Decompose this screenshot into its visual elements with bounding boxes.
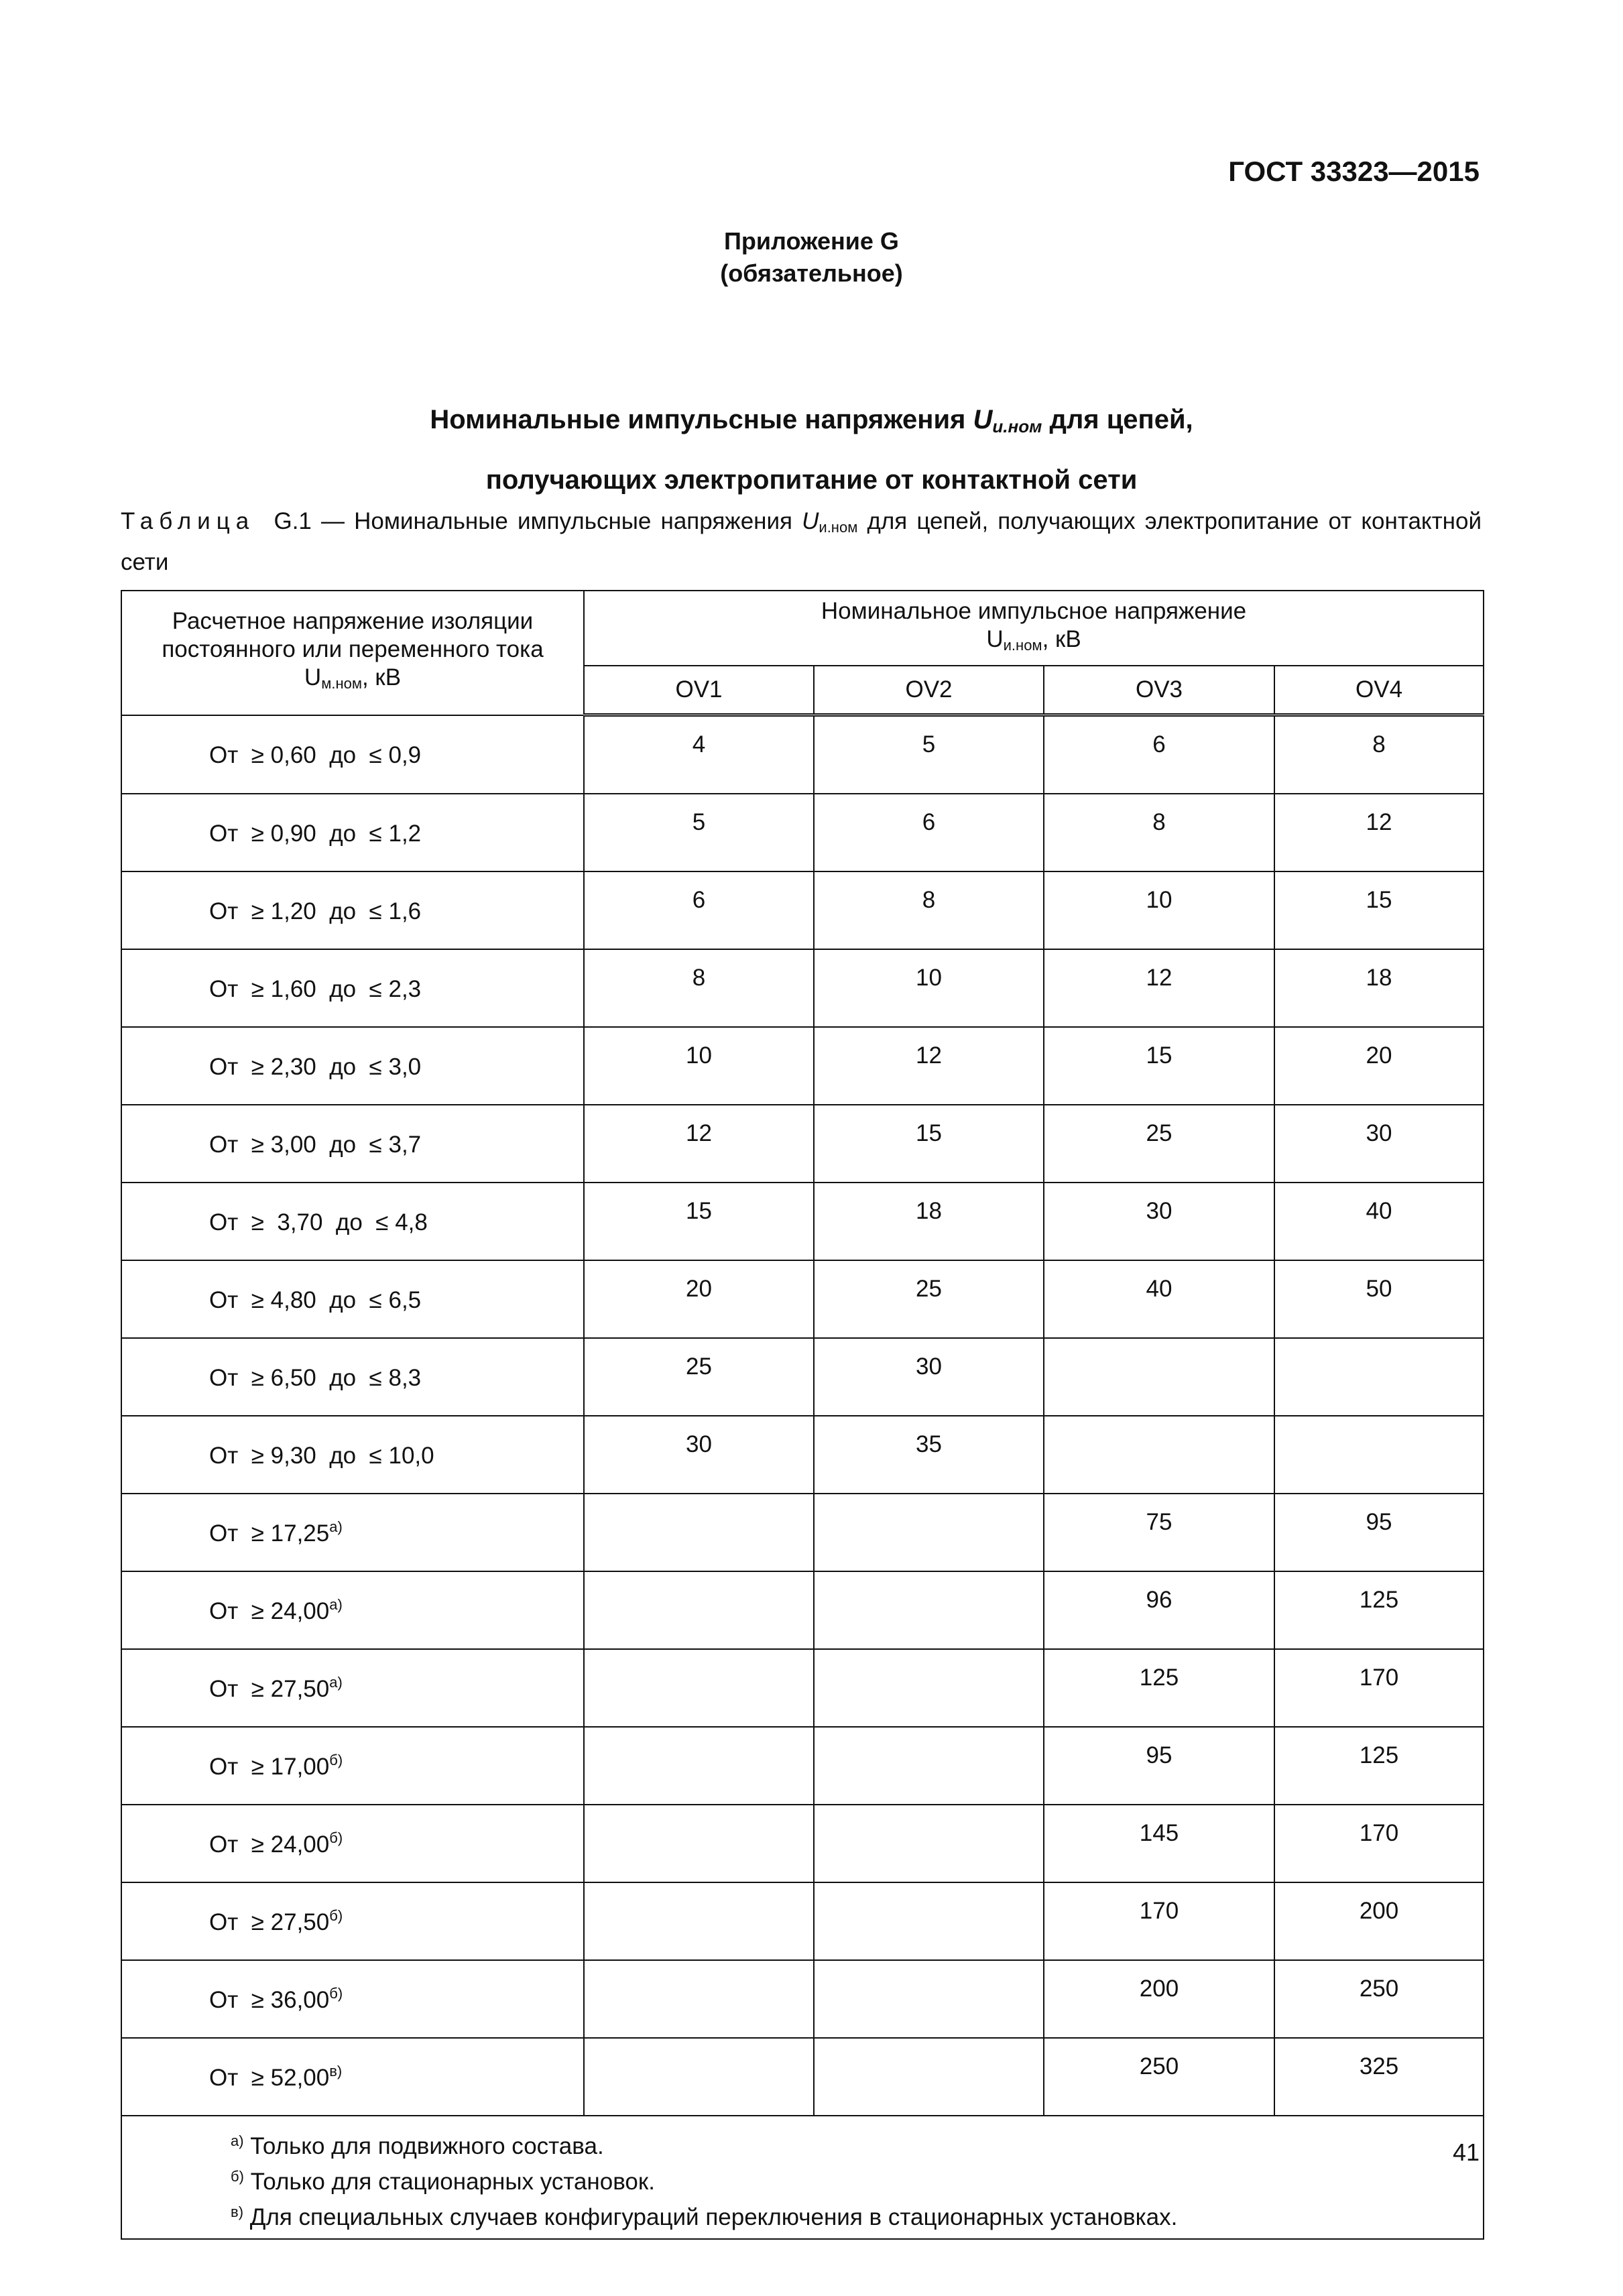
- range-cell: От ≥ $24,00^{б)}$: [121, 1805, 584, 1882]
- value-cell-ov3: 10: [1044, 871, 1274, 949]
- value-cell-ov4: 125: [1274, 1571, 1484, 1649]
- table-row: [121, 1105, 1484, 1183]
- range-cell: От ≥ $27,50^{б)}$: [121, 1882, 584, 1960]
- table-row: [121, 1571, 1484, 1649]
- table-row: [121, 1649, 1484, 1727]
- group-header: Номинальное импульсное напряжение $U_{и.ном}$, кВ: [584, 591, 1484, 666]
- table-row: [121, 794, 1484, 871]
- value-cell-ov3: 15: [1044, 1027, 1274, 1105]
- voltage-table: [121, 590, 1484, 2240]
- table-row: [121, 2038, 1484, 2116]
- annex-label: Приложение G: [724, 227, 899, 255]
- standard-code: ГОСТ 33323—2015: [1228, 156, 1480, 187]
- value-cell-ov2: [814, 1882, 1044, 1960]
- value-cell-ov3: 30: [1044, 1183, 1274, 1260]
- value-cell-ov4: 20: [1274, 1027, 1484, 1105]
- table-row: [121, 1260, 1484, 1338]
- col-header-ov1: OV1: [584, 666, 814, 715]
- value-cell-ov1: 12: [584, 1105, 814, 1183]
- range-cell: От ≥ 1,20 до ≤ 1,6: [121, 871, 584, 949]
- value-cell-ov2: 5: [814, 715, 1044, 794]
- value-cell-ov4: 325: [1274, 2038, 1484, 2116]
- value-cell-ov1: [584, 1882, 814, 1960]
- table-row: [121, 1338, 1484, 1416]
- value-cell-ov4: 250: [1274, 1960, 1484, 2038]
- value-cell-ov4: 50: [1274, 1260, 1484, 1338]
- col1-header: Расчетное напряжение изоляции постоянного или переменного тока $U_{м.ном}$, кВ: [121, 591, 584, 715]
- col-header-ov2: OV2: [814, 666, 1044, 715]
- range-cell: От ≥ 3,00 до ≤ 3,7: [121, 1105, 584, 1183]
- value-cell-ov2: [814, 1494, 1044, 1571]
- value-cell-ov2: 6: [814, 794, 1044, 871]
- range-cell: От ≥ $36,00^{б)}$: [121, 1960, 584, 2038]
- range-cell: От ≥ $27,50^{а)}$: [121, 1649, 584, 1727]
- value-cell-ov3: 250: [1044, 2038, 1274, 2116]
- table-caption: Таблица G.1 — Номинальные импульсные напряжения $U_{и.ном}$ для цепей, получающих электропитание от контактной сети: [121, 508, 1482, 575]
- table-row: [121, 1183, 1484, 1260]
- value-cell-ov1: 10: [584, 1027, 814, 1105]
- range-cell: От ≥ 1,60 до ≤ 2,3: [121, 949, 584, 1027]
- value-cell-ov3: [1044, 1416, 1274, 1494]
- value-cell-ov1: [584, 1805, 814, 1882]
- range-cell: От ≥ $52,00^{в)}$: [121, 2038, 584, 2116]
- value-cell-ov3: 25: [1044, 1105, 1274, 1183]
- footnotes: [121, 2116, 1484, 2239]
- value-cell-ov1: 6: [584, 871, 814, 949]
- value-cell-ov2: [814, 1960, 1044, 2038]
- footnotes-row: [121, 2116, 1484, 2239]
- value-cell-ov4: 12: [1274, 794, 1484, 871]
- section-heading: [0, 393, 1623, 507]
- table-row: [121, 1027, 1484, 1105]
- table-row: [121, 1416, 1484, 1494]
- value-cell-ov2: 35: [814, 1416, 1044, 1494]
- table-row: [121, 1727, 1484, 1805]
- value-cell-ov1: [584, 2038, 814, 2116]
- value-cell-ov2: [814, 2038, 1044, 2116]
- value-cell-ov3: 145: [1044, 1805, 1274, 1882]
- value-cell-ov2: 15: [814, 1105, 1044, 1183]
- table-row: [121, 1805, 1484, 1882]
- value-cell-ov2: 12: [814, 1027, 1044, 1105]
- value-cell-ov1: [584, 1494, 814, 1571]
- value-cell-ov1: [584, 1649, 814, 1727]
- value-cell-ov2: 10: [814, 949, 1044, 1027]
- value-cell-ov3: 95: [1044, 1727, 1274, 1805]
- value-cell-ov1: [584, 1571, 814, 1649]
- range-cell: От ≥ 2,30 до ≤ 3,0: [121, 1027, 584, 1105]
- col-header-ov3: OV3: [1044, 666, 1274, 715]
- value-cell-ov2: 30: [814, 1338, 1044, 1416]
- range-cell: От ≥ 6,50 до ≤ 8,3: [121, 1338, 584, 1416]
- value-cell-ov1: 25: [584, 1338, 814, 1416]
- value-cell-ov1: 20: [584, 1260, 814, 1338]
- value-cell-ov2: [814, 1649, 1044, 1727]
- value-cell-ov3: 96: [1044, 1571, 1274, 1649]
- heading-line-1: Номинальные импульсные напряжения $U_{и.ном}$ для цепей,: [430, 405, 1193, 436]
- value-cell-ov4: 30: [1274, 1105, 1484, 1183]
- value-cell-ov4: [1274, 1338, 1484, 1416]
- table-row: [121, 715, 1484, 794]
- page-number: 41: [1452, 2138, 1480, 2166]
- value-cell-ov3: 200: [1044, 1960, 1274, 2038]
- value-cell-ov4: [1274, 1416, 1484, 1494]
- range-cell: От ≥ 4,80 до ≤ 6,5: [121, 1260, 584, 1338]
- value-cell-ov1: [584, 1727, 814, 1805]
- range-cell: От ≥ $17,25^{а)}$: [121, 1494, 584, 1571]
- value-cell-ov4: 125: [1274, 1727, 1484, 1805]
- value-cell-ov4: 170: [1274, 1649, 1484, 1727]
- value-cell-ov3: 12: [1044, 949, 1274, 1027]
- value-cell-ov2: 25: [814, 1260, 1044, 1338]
- value-cell-ov3: 6: [1044, 715, 1274, 794]
- value-cell-ov3: 75: [1044, 1494, 1274, 1571]
- value-cell-ov4: 15: [1274, 871, 1484, 949]
- value-cell-ov3: 8: [1044, 794, 1274, 871]
- col-header-ov4: OV4: [1274, 666, 1484, 715]
- value-cell-ov3: [1044, 1338, 1274, 1416]
- table-row: [121, 1960, 1484, 2038]
- table-row: [121, 871, 1484, 949]
- range-cell: От ≥ $24,00^{а)}$: [121, 1571, 584, 1649]
- table-row: [121, 1882, 1484, 1960]
- value-cell-ov1: 15: [584, 1183, 814, 1260]
- value-cell-ov2: 8: [814, 871, 1044, 949]
- heading-line-2: получающих электропитание от контактной сети: [485, 465, 1138, 495]
- annex-title: [0, 225, 1623, 290]
- range-cell: От ≥ 0,90 до ≤ 1,2: [121, 794, 584, 871]
- value-cell-ov2: [814, 1805, 1044, 1882]
- range-cell: От ≥ $17,00^{б)}$: [121, 1727, 584, 1805]
- value-cell-ov3: 170: [1044, 1882, 1274, 1960]
- value-cell-ov2: [814, 1727, 1044, 1805]
- value-cell-ov4: 200: [1274, 1882, 1484, 1960]
- range-cell: От ≥ 0,60 до ≤ 0,9: [121, 715, 584, 794]
- value-cell-ov4: 170: [1274, 1805, 1484, 1882]
- value-cell-ov3: 40: [1044, 1260, 1274, 1338]
- value-cell-ov4: 95: [1274, 1494, 1484, 1571]
- value-cell-ov1: [584, 1960, 814, 2038]
- value-cell-ov4: 18: [1274, 949, 1484, 1027]
- value-cell-ov1: 4: [584, 715, 814, 794]
- range-cell: От ≥ 3,70 до ≤ 4,8: [121, 1183, 584, 1260]
- value-cell-ov4: 40: [1274, 1183, 1484, 1260]
- value-cell-ov4: 8: [1274, 715, 1484, 794]
- value-cell-ov3: 125: [1044, 1649, 1274, 1727]
- footnote: $^{б)}$ Только для стационарных установок.: [231, 2168, 655, 2195]
- table-row: [121, 949, 1484, 1027]
- footnote: $^{в)}$ Для специальных случаев конфигураций переключения в стационарных установках.: [231, 2203, 1178, 2230]
- value-cell-ov1: 30: [584, 1416, 814, 1494]
- value-cell-ov2: [814, 1571, 1044, 1649]
- value-cell-ov1: 8: [584, 949, 814, 1027]
- footnote: $^{а)}$ Только для подвижного состава.: [231, 2132, 604, 2159]
- range-cell: От ≥ 9,30 до ≤ 10,0: [121, 1416, 584, 1494]
- annex-status: (обязательное): [720, 259, 903, 287]
- value-cell-ov1: 5: [584, 794, 814, 871]
- table-row: [121, 1494, 1484, 1571]
- value-cell-ov2: 18: [814, 1183, 1044, 1260]
